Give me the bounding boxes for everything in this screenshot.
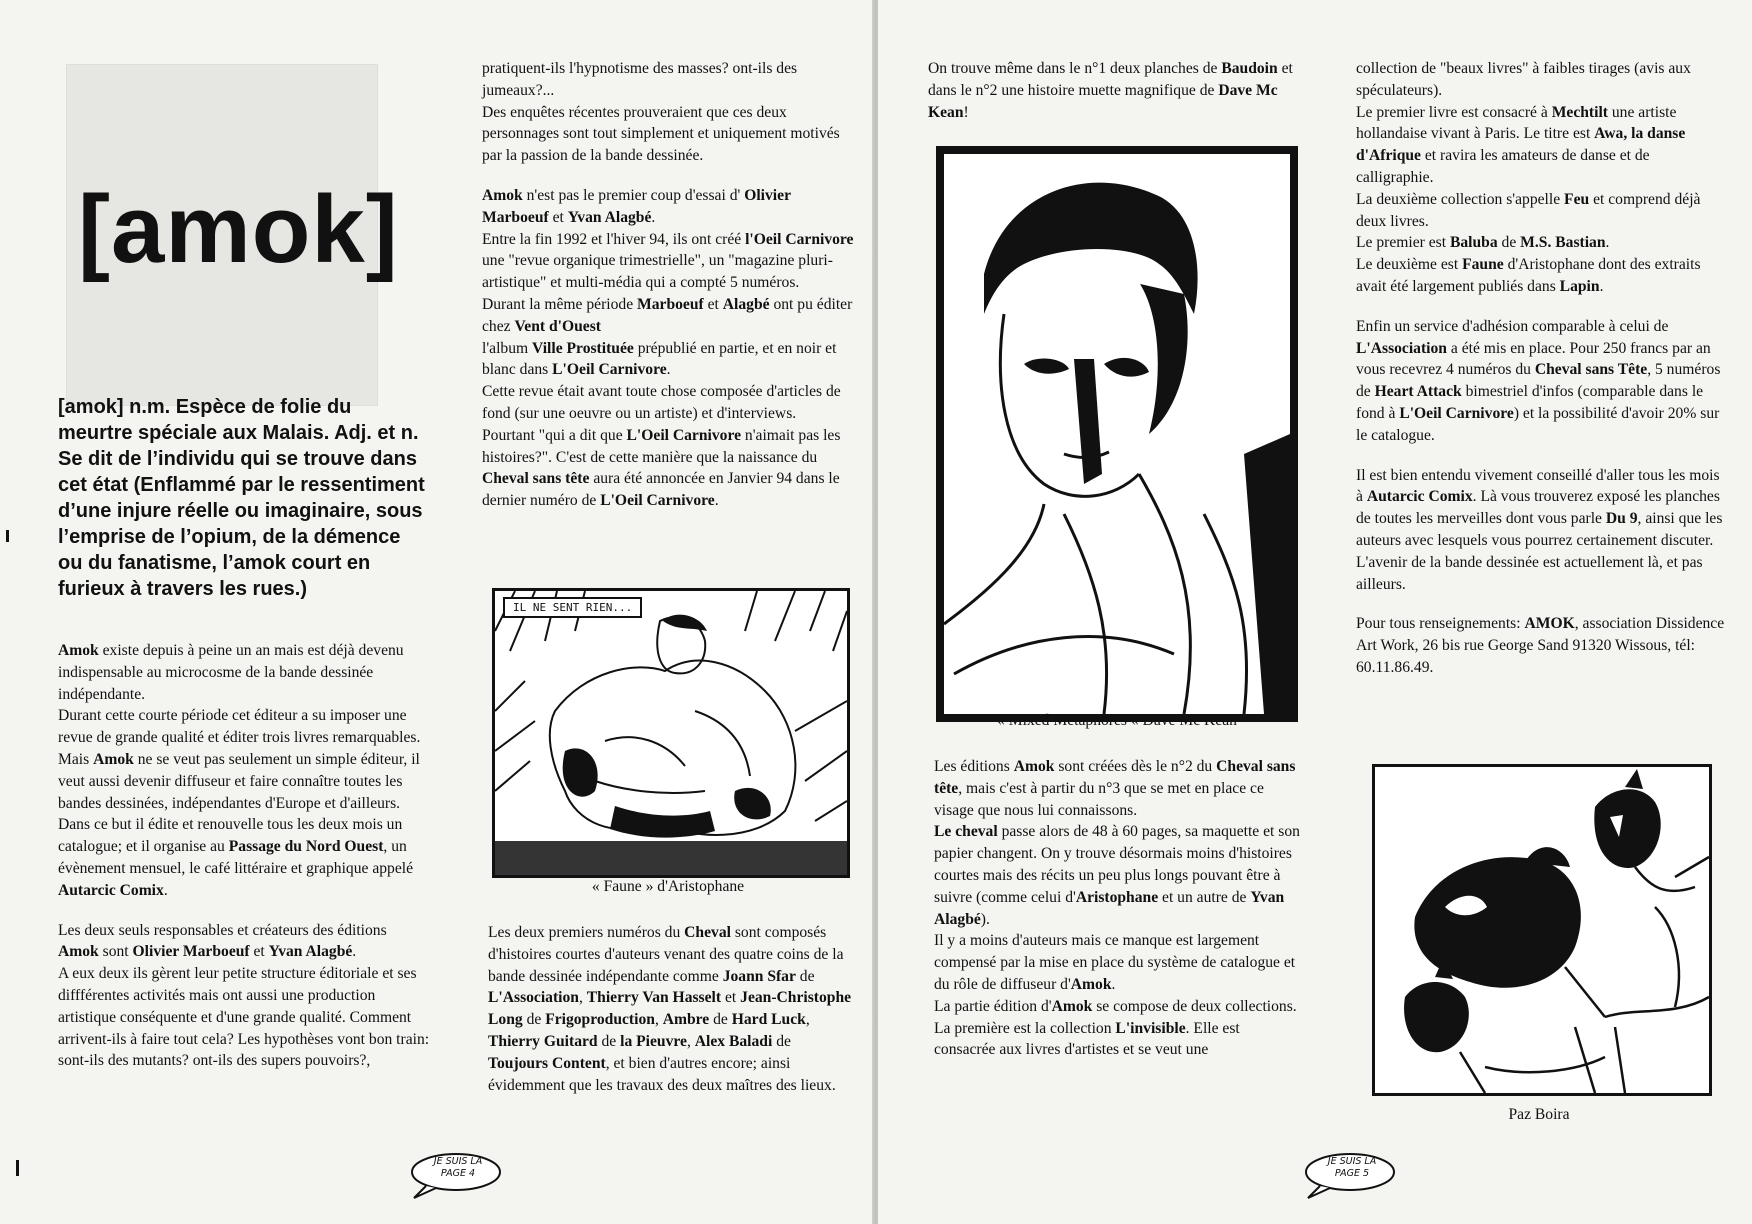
bold-term: Toujours Content bbox=[488, 1054, 606, 1072]
margin-mark bbox=[16, 1160, 19, 1176]
paz-boira-caption: Paz Boira bbox=[1508, 1106, 1570, 1123]
stamp-line-1: JE SUIS LA bbox=[1327, 1156, 1377, 1167]
comic-speech-balloon: IL NE SENT RIEN... bbox=[503, 597, 642, 618]
paragraph: Les deux seuls responsables et créateurs des éditions Amok sont Olivier Marboeuf et Yvan Alagbé. bbox=[58, 921, 387, 961]
paragraph: Les éditions Amok sont créées dès le n°2 du Cheval sans tête, mais c'est à partir du n°3 que se met en place ce visage que nous lui connaissons. bbox=[934, 758, 1296, 819]
bold-term: Heart Attack bbox=[1374, 383, 1462, 401]
page-5 bbox=[878, 0, 1752, 1224]
stamp-line-2: PAGE 5 bbox=[1334, 1168, 1370, 1179]
bold-term: Baluba bbox=[1449, 234, 1498, 252]
bold-term: L'Oeil Carnivore bbox=[600, 492, 715, 510]
mckean-caption: « Mixed Metaphores « Dave Mc Kean bbox=[997, 712, 1237, 729]
bold-term: Cheval bbox=[684, 924, 731, 941]
bold-term: L'invisible bbox=[1115, 1019, 1186, 1037]
bold-term: M.S. Bastian bbox=[1520, 234, 1606, 252]
margin-mark bbox=[6, 530, 9, 542]
paragraph: Entre la fin 1992 et l'hiver 94, ils ont créé l'Oeil Carnivore une "revue organique trimestrielle", un "magazine pluri-artistique" et multi-média qui a compté 5 numéros. bbox=[482, 230, 854, 292]
paragraph: Il est bien entendu vivement conseillé d'aller tous les mois à Autarcic Comix. Là vous trouverez exposé les planches de toutes les merveilles dont vous parle Du 9, ainsi que les auteurs avec lesquels vous pourrez certainement discuter. bbox=[1356, 466, 1723, 549]
paragraph: La première est la collection L'invisible. Elle est consacrée aux livres d'artistes et se veut une bbox=[934, 1019, 1240, 1059]
faune-caption: « Faune » d'Aristophane bbox=[591, 878, 745, 895]
paragraph: La deuxième collection s'appelle Feu et comprend déjà deux livres. bbox=[1356, 190, 1701, 230]
right-column-1 bbox=[928, 58, 1300, 123]
paz-boira-illustration bbox=[1372, 764, 1712, 1096]
paragraph: Le premier livre est consacré à Mechtilt une artiste hollandaise vivant à Paris. Le titre est Awa, la danse d'Afrique et ravira les amateurs de danse et de calligraphie. bbox=[1356, 103, 1686, 186]
bold-term: Cheval sans tête bbox=[934, 758, 1296, 797]
faune-illustration bbox=[492, 588, 850, 878]
paragraph: Le deuxième est Faune d'Aristophane dont des extraits avait été largement publiés dans Lapin. bbox=[1356, 256, 1701, 295]
bold-term: Frigoproduction bbox=[545, 1011, 655, 1029]
bold-term: AMOK bbox=[1524, 615, 1575, 633]
paragraph: Amok existe depuis à peine un an mais est déjà devenu indispensable au microcosme de la bande dessinée indépendante. bbox=[58, 642, 404, 703]
bold-term: l'Oeil Carnivore bbox=[745, 230, 854, 248]
left-column-2 bbox=[482, 58, 854, 512]
bold-term: Ville Prostituée bbox=[532, 339, 634, 357]
paragraph: collection de "beaux livres" à faibles tirages (avis aux spéculateurs). bbox=[1356, 60, 1691, 99]
bold-term: Amok bbox=[482, 186, 523, 204]
paragraph: Dans ce but il édite et renouvelle tous les deux mois un catalogue; et il organise au Passage du Nord Ouest, un évènement mensuel, le café littéraire et graphique appelé Autarcic Comix. bbox=[58, 816, 414, 899]
bold-term: Mechtilt bbox=[1551, 103, 1608, 121]
bold-term: Amok bbox=[93, 750, 134, 768]
bold-term: Passage du Nord Ouest bbox=[228, 838, 384, 856]
bold-term: Cheval sans Tête bbox=[1534, 361, 1648, 379]
bold-term: L'Association bbox=[488, 989, 579, 1007]
paragraph: Enfin un service d'adhésion comparable à celui de L'Association a été mis en place. Pour 250 francs par an vous recevrez 4 numéros du Cheval sans Tête, 5 numéros de Heart Attack bimestriel d'infos (comparable dans le fond à L'Oeil Carnivore) et la possibilité d'avoir 20% sur le catalogue. bbox=[1356, 317, 1721, 444]
paragraph: L'avenir de la bande dessinée est actuellement là, et pas ailleurs. bbox=[1356, 553, 1703, 593]
bold-term: Yvan Alagbé bbox=[268, 943, 353, 961]
bold-term: L'Oeil Carnivore bbox=[1399, 404, 1514, 422]
bold-term: Yvan Alagbé bbox=[567, 208, 652, 226]
bold-term: Alagbé bbox=[722, 295, 770, 313]
bold-term: Feu bbox=[1564, 190, 1590, 208]
bold-term: Le cheval bbox=[934, 823, 998, 841]
bold-term: Amok bbox=[1070, 975, 1112, 993]
bold-term: Olivier Marboeuf bbox=[132, 943, 250, 961]
amok-title: [amok] bbox=[78, 176, 399, 283]
faune-drawing bbox=[495, 591, 847, 875]
bold-term: Amok bbox=[58, 943, 99, 961]
mckean-portrait-drawing bbox=[944, 154, 1290, 714]
paragraph: Il y a moins d'auteurs mais ce manque est largement compensé par la mise en place du système de catalogue et du rôle de diffuseur d'Amok. bbox=[934, 932, 1296, 993]
right-column-2 bbox=[1356, 58, 1728, 679]
paragraph: Les deux premiers numéros du Cheval sont composés d'histoires courtes d'auteurs venant des quatre coins de la bande dessinée indépendante comme Joann Sfar de L'Association, Thierry Van Hasselt et Jean-Christophe Long de Frigoproduction, Ambre de Hard Luck, Thierry Guitard de la Pieuvre, Alex Baladi de Toujours Content, et bien d'autres encore; ainsi évidemment que les travaux des deux maîtres des lieux. bbox=[488, 924, 852, 1094]
bold-term: Olivier Marboeuf bbox=[482, 186, 791, 226]
paragraph: Le cheval passe alors de 48 à 60 pages, sa maquette et son papier changent. On y trouve désormais moins d'histoires courtes mais des récits un peu plus longs pouvant être à suivre (comme celui d'Aristophane et un autre de Yvan Alagbé). bbox=[934, 823, 1300, 928]
bold-term: Thierry Van Hasselt bbox=[586, 989, 722, 1007]
bold-term: Vent d'Ouest bbox=[514, 317, 601, 335]
page-4-stamp bbox=[404, 1150, 504, 1205]
paragraph: Le premier est Baluba de M.S. Bastian. bbox=[1356, 234, 1610, 252]
bold-term: Joann Sfar bbox=[722, 967, 796, 985]
bold-term: Yvan Alagbé bbox=[934, 888, 1285, 928]
paragraph: Pour tous renseignements: AMOK, association Dissidence Art Work, 26 bis rue George Sand 91320 Wissous, tél: 60.11.86.49. bbox=[1356, 615, 1725, 676]
bold-term: Alex Baladi bbox=[694, 1032, 773, 1050]
bold-term: Du 9 bbox=[1605, 510, 1638, 528]
amok-definition: [amok] n.m. Espèce de folie du meurtre spéciale aux Malais. Adj. et n. Se dit de l’individu qui se trouve dans cet état (Enflammé par le ressentiment d’une injure réelle ou imaginaire, sous l’emprise de l’opium, de la démence ou du fanatisme, l’amok court en furieux à travers les rues.) bbox=[58, 396, 425, 600]
bold-term: Amok bbox=[1051, 997, 1093, 1015]
bold-term: la Pieuvre bbox=[620, 1032, 687, 1050]
mckean-illustration bbox=[936, 146, 1298, 722]
bold-term: Marboeuf bbox=[637, 295, 704, 313]
paragraph: Durant cette courte période cet éditeur a su imposer une revue de grande qualité et éditer trois livres remarquables. bbox=[58, 707, 421, 747]
bold-term: Lapin bbox=[1559, 277, 1600, 295]
bold-term: Dave Mc Kean bbox=[928, 81, 1278, 121]
paragraph: On trouve même dans le n°1 deux planches de Baudoin et dans le n°2 une histoire muette magnifique de Dave Mc Kean! bbox=[928, 60, 1293, 121]
paragraph: Mais Amok ne se veut pas seulement un simple éditeur, il veut aussi devenir diffuseur et faire connaître toutes les bandes dessinées, indépendantes d'Europe et d'ailleurs. bbox=[58, 750, 420, 812]
bold-term: Baudoin bbox=[1221, 60, 1278, 77]
left-column-1 bbox=[58, 640, 430, 1072]
paragraph: l'album Ville Prostituée prépublié en partie, et en noir et blanc dans L'Oeil Carnivore. bbox=[482, 339, 837, 379]
paragraph: Cette revue était avant toute chose composée d'articles de fond (sur une oeuvre ou un artiste) et d'interviews. bbox=[482, 383, 841, 422]
bold-term: Autarcic Comix bbox=[1366, 488, 1473, 506]
bold-term: Awa, la danse d'Afrique bbox=[1356, 125, 1686, 165]
bold-term: Jean-Christophe Long bbox=[488, 989, 852, 1029]
bold-term: L'Association bbox=[1356, 339, 1447, 357]
stamp-line-1: JE SUIS LA bbox=[433, 1156, 483, 1167]
bold-term: Amok bbox=[58, 642, 99, 659]
paragraph: A eux deux ils gèrent leur petite structure éditoriale et ses diffférentes activités mais ont aussi une production artistique conséquente et d'une grande qualité. Comment arrivent-ils à faire tout cela? Les hypothèses vont bon train: sont-ils des mutants? ont-ils des supers pouvoirs?, bbox=[58, 965, 430, 1070]
paragraph: Durant la même période Marboeuf et Alagbé ont pu éditer chez Vent d'Ouest bbox=[482, 295, 853, 335]
paragraph: La partie édition d'Amok se compose de deux collections. bbox=[934, 997, 1297, 1015]
page-5-stamp bbox=[1298, 1150, 1398, 1205]
bold-term: Cheval sans tête bbox=[482, 470, 590, 488]
bold-term: Autarcic Comix bbox=[58, 881, 164, 899]
bold-term: L'Oeil Carnivore bbox=[626, 426, 742, 444]
paragraph: Des enquêtes récentes prouveraient que ces deux personnages sont tout simplement et uniquement motivés par la passion de la bande dessinée. bbox=[482, 103, 840, 165]
bold-term: Ambre bbox=[662, 1011, 710, 1029]
stamp-line-2: PAGE 4 bbox=[440, 1168, 476, 1179]
bold-term: Aristophane bbox=[1075, 888, 1159, 906]
left-column-2-continued bbox=[488, 922, 854, 1096]
bold-term: Hard Luck bbox=[731, 1011, 806, 1029]
paragraph: Pourtant "qui a dit que L'Oeil Carnivore n'aimait pas les histoires?". C'est de cette manière que la naissance du Cheval sans tête aura été annoncée en Janvier 94 dans le dernier numéro de L'Oeil Carnivore. bbox=[482, 426, 841, 510]
bold-term: Amok bbox=[1013, 758, 1055, 775]
paragraph: pratiquent-ils l'hypnotisme des masses? ont-ils des jumeaux?... bbox=[482, 60, 798, 99]
bold-term: Thierry Guitard bbox=[488, 1032, 598, 1050]
horses-drawing bbox=[1375, 767, 1709, 1093]
bold-term: L'Oeil Carnivore bbox=[552, 361, 667, 379]
right-column-1-continued bbox=[934, 756, 1300, 1061]
page-4 bbox=[0, 0, 874, 1224]
bold-term: Faune bbox=[1462, 256, 1504, 274]
paragraph: Amok n'est pas le premier coup d'essai d' Olivier Marboeuf et Yvan Alagbé. bbox=[482, 186, 791, 226]
